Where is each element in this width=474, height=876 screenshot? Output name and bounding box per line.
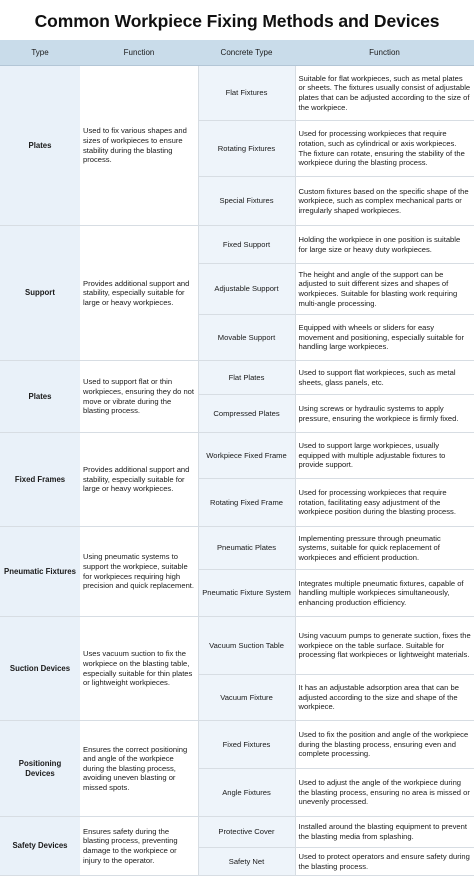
concrete-type-cell: Rotating Fixed Frame (198, 479, 295, 527)
concrete-function-cell: Using vacuum pumps to generate suction, fixes the workpiece on the table surface. Suitable for processing flat workpieces or lightweight materials. (295, 617, 474, 675)
table-row (0, 66, 474, 121)
header-row (0, 40, 474, 66)
concrete-function-cell: Used to support flat workpieces, such as metal sheets, glass panels, etc. (295, 361, 474, 395)
concrete-type-cell: Adjustable Support (198, 264, 295, 315)
type-cell: Support (0, 226, 80, 361)
concrete-type-cell: Vacuum Suction Table (198, 617, 295, 675)
concrete-function-cell: Implementing pressure through pneumatic systems, suitable for quick replacement of workpieces and efficient production. (295, 527, 474, 570)
type-cell: Pneumatic Fixtures (0, 527, 80, 617)
type-function-cell: Provides additional support and stability, especially suitable for large or heavy workpieces. (80, 226, 198, 361)
table-row (0, 433, 474, 479)
concrete-function-cell: Equipped with wheels or sliders for easy movement and positioning, especially suitable for handling large workpieces. (295, 315, 474, 361)
concrete-type-cell: Movable Support (198, 315, 295, 361)
type-function-cell: Provides additional support and stability, especially suitable for large or heavy workpieces. (80, 433, 198, 527)
concrete-function-cell: Installed around the blasting equipment to prevent the blasting media from splashing. (295, 817, 474, 848)
table-row (0, 721, 474, 769)
type-cell: Plates (0, 361, 80, 433)
type-cell: Suction Devices (0, 617, 80, 721)
fixing-methods-table (0, 40, 474, 876)
type-cell: Safety Devices (0, 817, 80, 876)
concrete-function-cell: Custom fixtures based on the specific shape of the workpiece, such as complex mechanical parts or irregularly shaped workpieces. (295, 177, 474, 226)
table-row (0, 361, 474, 395)
concrete-type-cell: Vacuum Fixture (198, 675, 295, 721)
table-row (0, 226, 474, 264)
table-row (0, 817, 474, 848)
concrete-type-cell: Fixed Fixtures (198, 721, 295, 769)
concrete-function-cell: Using screws or hydraulic systems to apply pressure, ensuring the workpiece is firmly fixed. (295, 395, 474, 433)
concrete-function-cell: Integrates multiple pneumatic fixtures, capable of handling multiple workpieces simultaneously, enhancing production efficiency. (295, 570, 474, 617)
concrete-type-cell: Pneumatic Fixture System (198, 570, 295, 617)
concrete-type-cell: Special Fixtures (198, 177, 295, 226)
table-row (0, 527, 474, 570)
concrete-type-cell: Fixed Support (198, 226, 295, 264)
concrete-function-cell: Used to protect operators and ensure safety during the blasting process. (295, 848, 474, 876)
header-concrete-type: Concrete Type (198, 40, 295, 66)
concrete-function-cell: Used to adjust the angle of the workpiece during the blasting process, ensuring no area is missed or unevenly processed. (295, 769, 474, 817)
concrete-function-cell: The height and angle of the support can be adjusted to suit different sizes and shapes of workpieces. Suitable for blasting work requiring multi-angle processing. (295, 264, 474, 315)
header-concrete-function: Function (295, 40, 474, 66)
concrete-type-cell: Flat Plates (198, 361, 295, 395)
concrete-type-cell: Protective Cover (198, 817, 295, 848)
type-cell: Plates (0, 66, 80, 226)
table-header (0, 40, 474, 66)
concrete-type-cell: Flat Fixtures (198, 66, 295, 121)
concrete-function-cell: Holding the workpiece in one position is suitable for large size or heavy duty workpieces. (295, 226, 474, 264)
concrete-function-cell: Used to support large workpieces, usually equipped with multiple adjustable fixtures to provide support. (295, 433, 474, 479)
concrete-function-cell: Used for processing workpieces that require rotation, such as cylindrical or axis workpieces. The fixture can rotate, ensuring the stability of the workpiece during the blasting process. (295, 121, 474, 177)
concrete-function-cell: Used for processing workpieces that require rotation, facilitating easy adjustment of the workpiece position during the blasting process. (295, 479, 474, 527)
type-function-cell: Ensures safety during the blasting process, preventing damage to the workpiece or injury to the operator. (80, 817, 198, 876)
concrete-type-cell: Rotating Fixtures (198, 121, 295, 177)
type-function-cell: Used to support flat or thin workpieces, ensuring they do not move or vibrate during the blasting process. (80, 361, 198, 433)
type-cell: Positioning Devices (0, 721, 80, 817)
concrete-type-cell: Workpiece Fixed Frame (198, 433, 295, 479)
type-cell: Fixed Frames (0, 433, 80, 527)
concrete-type-cell: Angle Fixtures (198, 769, 295, 817)
type-function-cell: Ensures the correct positioning and angle of the workpiece during the blasting process, avoiding uneven blasting or missed spots. (80, 721, 198, 817)
page-title: Common Workpiece Fixing Methods and Devices (34, 11, 440, 31)
table-row (0, 617, 474, 675)
header-function: Function (80, 40, 198, 66)
concrete-type-cell: Compressed Plates (198, 395, 295, 433)
concrete-type-cell: Pneumatic Plates (198, 527, 295, 570)
concrete-function-cell: Used to fix the position and angle of the workpiece during the blasting process, ensuring even and complete processing. (295, 721, 474, 769)
concrete-function-cell: Suitable for flat workpieces, such as metal plates or sheets. The fixtures usually consist of adjustable plates that can be adjusted according to the size of the workpiece. (295, 66, 474, 121)
header-type: Type (0, 40, 80, 66)
type-function-cell: Used to fix various shapes and sizes of workpieces to ensure stability during the blasting process. (80, 66, 198, 226)
type-function-cell: Using pneumatic systems to support the workpiece, suitable for workpieces requiring high precision and quick replacement. (80, 527, 198, 617)
type-function-cell: Uses vacuum suction to fix the workpiece on the blasting table, especially suitable for thin plates or lightweight workpieces. (80, 617, 198, 721)
concrete-function-cell: It has an adjustable adsorption area that can be adjusted according to the size and shape of the workpiece. (295, 675, 474, 721)
table-body (0, 66, 474, 876)
concrete-type-cell: Safety Net (198, 848, 295, 876)
